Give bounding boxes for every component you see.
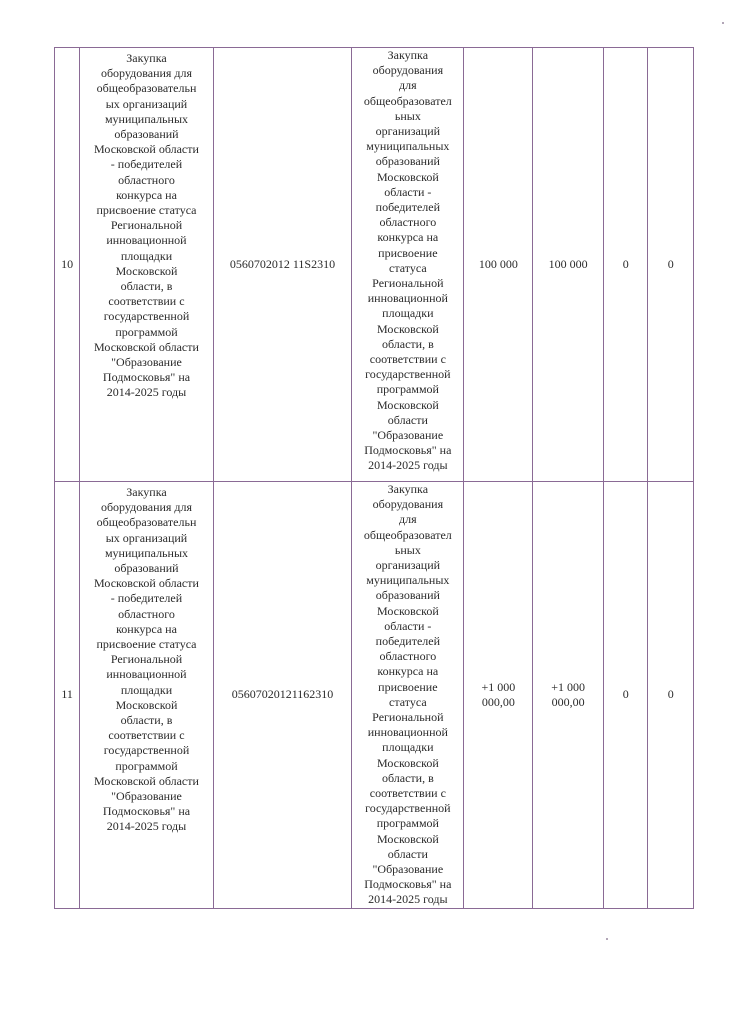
amount-cell-2 [533, 48, 604, 482]
amount-cell-4 [648, 48, 694, 482]
expense-description: Закупка оборудования для общеобразовател ьных организаций муниципальных образований Московской области - победителей областного конкурса на присвоение статуса Региональной инновационной площадки Московской области, в соответствии с государственной программой Московской области "Образование Подмосковья" на 2014-2025 годы [363, 48, 452, 473]
amount-1: +1 000 000,00 [481, 679, 516, 709]
amount-2: 100 000 [548, 256, 588, 271]
expense-name: Закупка оборудования для общеобразовательн ых организаций муниципальных образований Московской области - победителей областного конкурса на присвоение статуса Региональной инновационной площадки Московской области, в соответствии с государственной программой Московской области "Образование Подмосковья" на 2014-2025 годы [94, 51, 199, 400]
amount-1: 100 000 [478, 256, 518, 271]
expense-name: Закупка оборудования для общеобразовательн ых организаций муниципальных образований Московской области - победителей областного конкурса на присвоение статуса Региональной инновационной площадки Московской области, в соответствии с государственной программой Московской области "Образование Подмосковья" на 2014-2025 годы [94, 485, 199, 834]
table-row [55, 48, 694, 482]
scan-speck [722, 22, 724, 24]
scan-speck [606, 938, 608, 940]
expense-description-cell [352, 482, 464, 909]
amount-4: 0 [667, 256, 674, 271]
budget-code-cell [213, 48, 352, 482]
amount-cell-1 [464, 482, 533, 909]
expense-description-cell [352, 48, 464, 482]
amount-3: 0 [622, 687, 629, 702]
amount-cell-3 [603, 482, 647, 909]
expense-name-cell [80, 48, 213, 482]
budget-code: 05607020121162310 [231, 687, 334, 702]
amount-cell-3 [603, 48, 647, 482]
amount-3: 0 [622, 256, 629, 271]
amount-cell-2 [533, 482, 604, 909]
expense-name-cell [80, 482, 213, 909]
row-number: 10 [61, 256, 74, 271]
row-number: 11 [61, 687, 73, 702]
amount-4: 0 [667, 687, 674, 702]
budget-code: 0560702012 11S2310 [229, 256, 336, 271]
row-number-cell [55, 482, 80, 909]
budget-table [54, 47, 694, 909]
amount-cell-4 [648, 482, 694, 909]
row-number-cell [55, 48, 80, 482]
expense-description: Закупка оборудования для общеобразовател ьных организаций муниципальных образований Московской области - победителей областного конкурса на присвоение статуса Региональной инновационной площадки Московской области, в соответствии с государственной программой Московской области "Образование Подмосковья" на 2014-2025 годы [363, 482, 452, 907]
table-row [55, 482, 694, 909]
amount-2: +1 000 000,00 [551, 679, 585, 709]
budget-code-cell [213, 482, 352, 909]
amount-cell-1 [464, 48, 533, 482]
